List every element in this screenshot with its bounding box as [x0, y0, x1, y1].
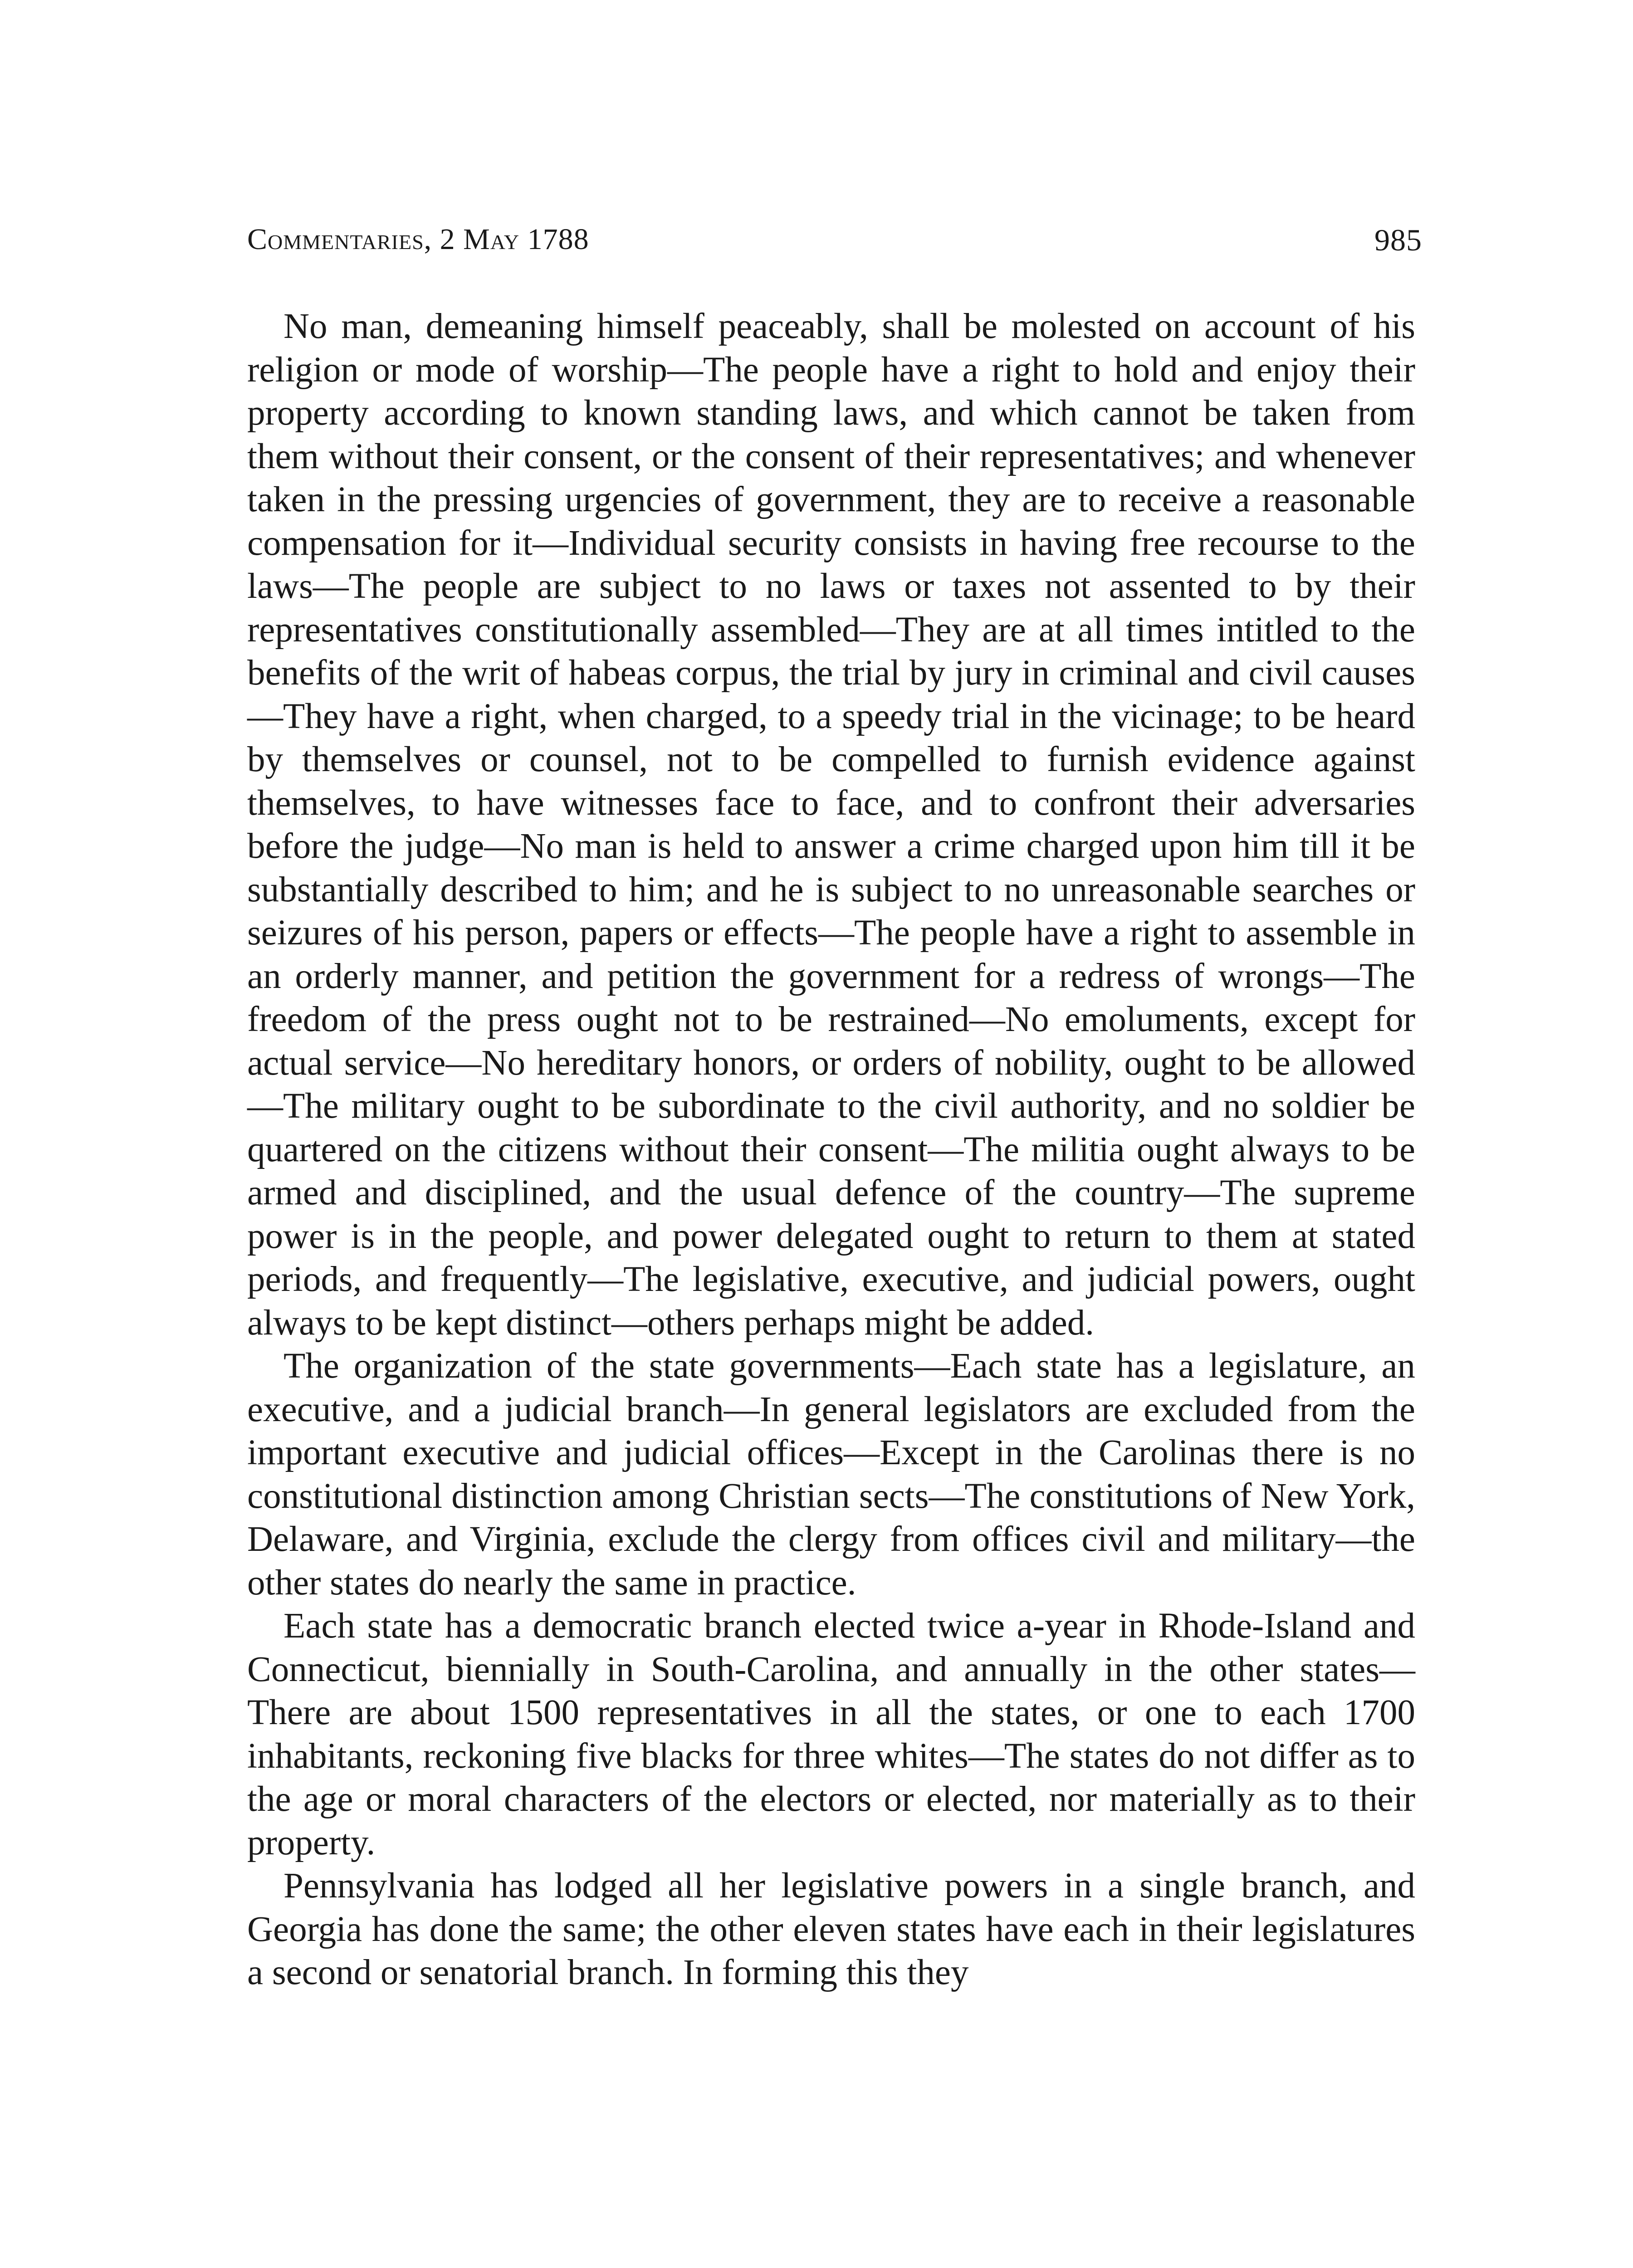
paragraph-2: The organization of the state governments—Each state has a legislature, an executive, and a judicial branch—In general legislators are excluded from the important executive and judicial offices—Except in the Carolinas there is no constitutional distinction among Christian sects—The constitutions of New York, Delaware, and Virginia, exclude the clergy from offices civil and military—the other states do nearly the same in practice. — [247, 1346, 1415, 1603]
running-title: Commentaries, 2 May 1788 — [247, 223, 589, 256]
page-number: 985 — [1374, 223, 1422, 257]
paragraph-3: Each state has a democratic branch elected twice a-year in Rhode-Island and Connecticut, biennially in South-Carolina, and annually in the other states—There are about 1500 representatives in all the states, or one to each 1700 inhabitants, reckoning five blacks for three whites—The states do not differ as to the age or moral characters of the electors or elected, nor materially as to their property. — [247, 1606, 1415, 1862]
paragraph-4: Pennsylvania has lodged all her legislative powers in a single branch, and Georgia has done the same; the other eleven states have each in their legislatures a second or senatorial branch. In forming this they — [247, 1866, 1415, 1992]
paragraph-1: No man, demeaning himself peaceably, shall be molested on account of his religion or mode of worship—The people have a right to hold and enjoy their property according to known standing laws, and which cannot be taken from them without their consent, or the consent of their representatives; and whenever taken in the pressing urgencies of government, they are to receive a reasonable compensation for it—Individual security consists in having free recourse to the laws—The people are subject to no laws or taxes not assented to by their representatives constitutionally assembled—They are at all times intitled to the benefits of the writ of habeas corpus, the trial by jury in criminal and civil causes—They have a right, when charged, to a speedy trial in the vicinage; to be heard by themselves or counsel, not to be compelled to furnish evidence against themselves, to have witnesses face to face, and to confront their adversaries before the judge—No man is held to answer a crime charged upon him till it be substantially described to him; and he is subject to no unreasonable searches or seizures of his person, papers or effects—The people have a right to assemble in an orderly manner, and petition the government for a redress of wrongs—The freedom of the press ought not to be restrained—No emoluments, except for actual service—No hereditary honors, or orders of nobility, ought to be allowed—The military ought to be subordinate to the civil authority, and no soldier be quartered on the citizens without their consent—The militia ought always to be armed and disciplined, and the usual defence of the country—The supreme power is in the people, and power delegated ought to return to them at stated periods, and frequently—The legislative, executive, and judicial powers, ought always to be kept distinct—others perhaps might be added. — [247, 307, 1415, 1343]
running-head — [247, 222, 1422, 268]
body-text — [247, 305, 1415, 1994]
